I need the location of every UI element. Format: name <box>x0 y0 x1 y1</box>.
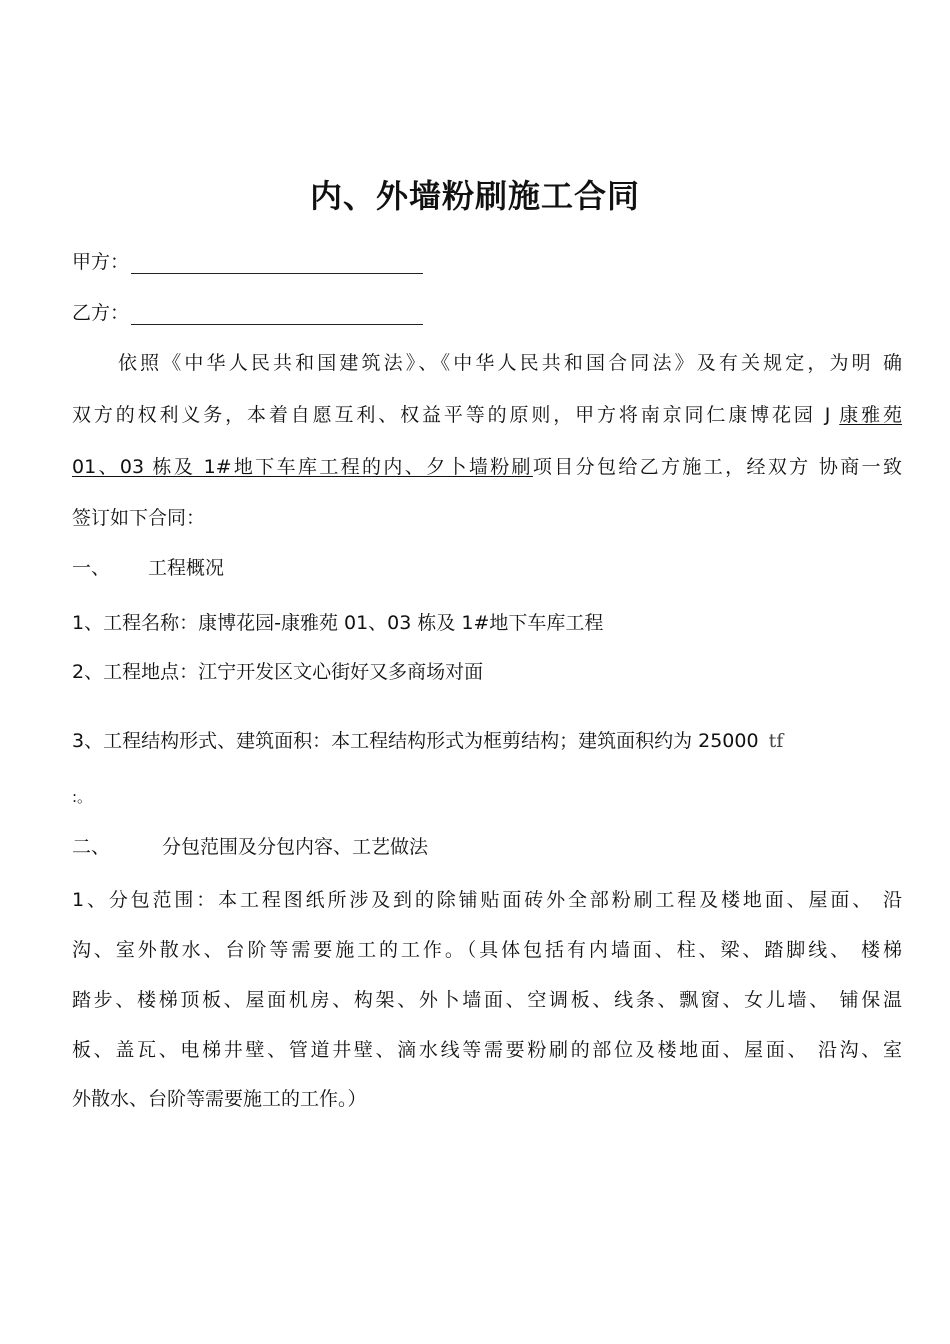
section-2-title: 分包范围及分包内容、工艺做法 <box>162 836 429 858</box>
document-title: 内、外墙粉刷施工合同 <box>309 177 640 215</box>
party-b-label: 乙方： <box>72 302 130 324</box>
section-1-number: 一、 <box>72 557 111 579</box>
structure-area-text: 3、工程结构形式、建筑面积：本工程结构形式为框剪结构；建筑面积约为 25000 <box>72 730 759 752</box>
section-2-number: 二、 <box>72 836 111 858</box>
party-b-line <box>72 301 902 325</box>
scope-line-3: 踏步、楼梯顶板、屋面机房、构架、外卜墙面、空调板、线条、飘窗、女儿墙、 铺保温 <box>72 989 902 1011</box>
project-location-item: 2、工程地点：江宁开发区文心街好又多商场对面 <box>72 661 484 683</box>
scope-line-4: 板、盖瓦、电梯井壁、管道井壁、滴水线等需要粉刷的部位及楼地面、屋面、 沿沟、室 <box>72 1039 902 1061</box>
party-a-label: 甲方： <box>72 251 130 273</box>
project-name-underlined-2: 01、03 栋及 1#地下车库工程的内、夕卜墙粉刷 <box>72 456 533 478</box>
project-name-underlined-1: 康雅苑 <box>839 404 902 426</box>
party-b-blank[interactable] <box>131 306 423 325</box>
scope-line-5: 外散水、台阶等需要施工的工作。） <box>72 1088 367 1110</box>
preamble-line-1: 依照《中华人民共和国建筑法》、《中华人民共和国合同法》及有关规定，为明 确 <box>118 352 902 374</box>
scope-line-2: 沟、室外散水、台阶等需要施工的工作。（具体包括有内墙面、柱、梁、踏脚线、 楼梯 <box>72 939 902 961</box>
preamble-line-3 <box>72 455 902 479</box>
structure-area-item <box>72 729 902 753</box>
area-unit: tf <box>768 730 784 752</box>
preamble-line-2-text: 双方的权利义务，本着自愿互利、权益平等的原则，甲方将南京同仁康博花园 J <box>72 404 840 426</box>
party-a-blank[interactable] <box>131 255 423 274</box>
scope-line-1: 1、分包范围：本工程图纸所涉及到的除铺贴面砖外全部粉刷工程及楼地面、屋面、 沿 <box>72 889 902 911</box>
preamble-line-2 <box>72 403 902 427</box>
preamble-line-4: 签订如下合同： <box>72 507 206 529</box>
party-a-line <box>72 250 902 274</box>
section-1-heading <box>72 556 902 580</box>
preamble-line-3-text: 项目分包给乙方施工，经双方 协商一致 <box>532 456 902 478</box>
structure-area-tail: :。 <box>72 788 93 806</box>
section-1-title: 工程概况 <box>148 557 225 579</box>
section-2-heading <box>72 835 902 859</box>
project-name-item: 1、工程名称：康博花园-康雅苑 01、03 栋及 1#地下车库工程 <box>72 612 604 634</box>
